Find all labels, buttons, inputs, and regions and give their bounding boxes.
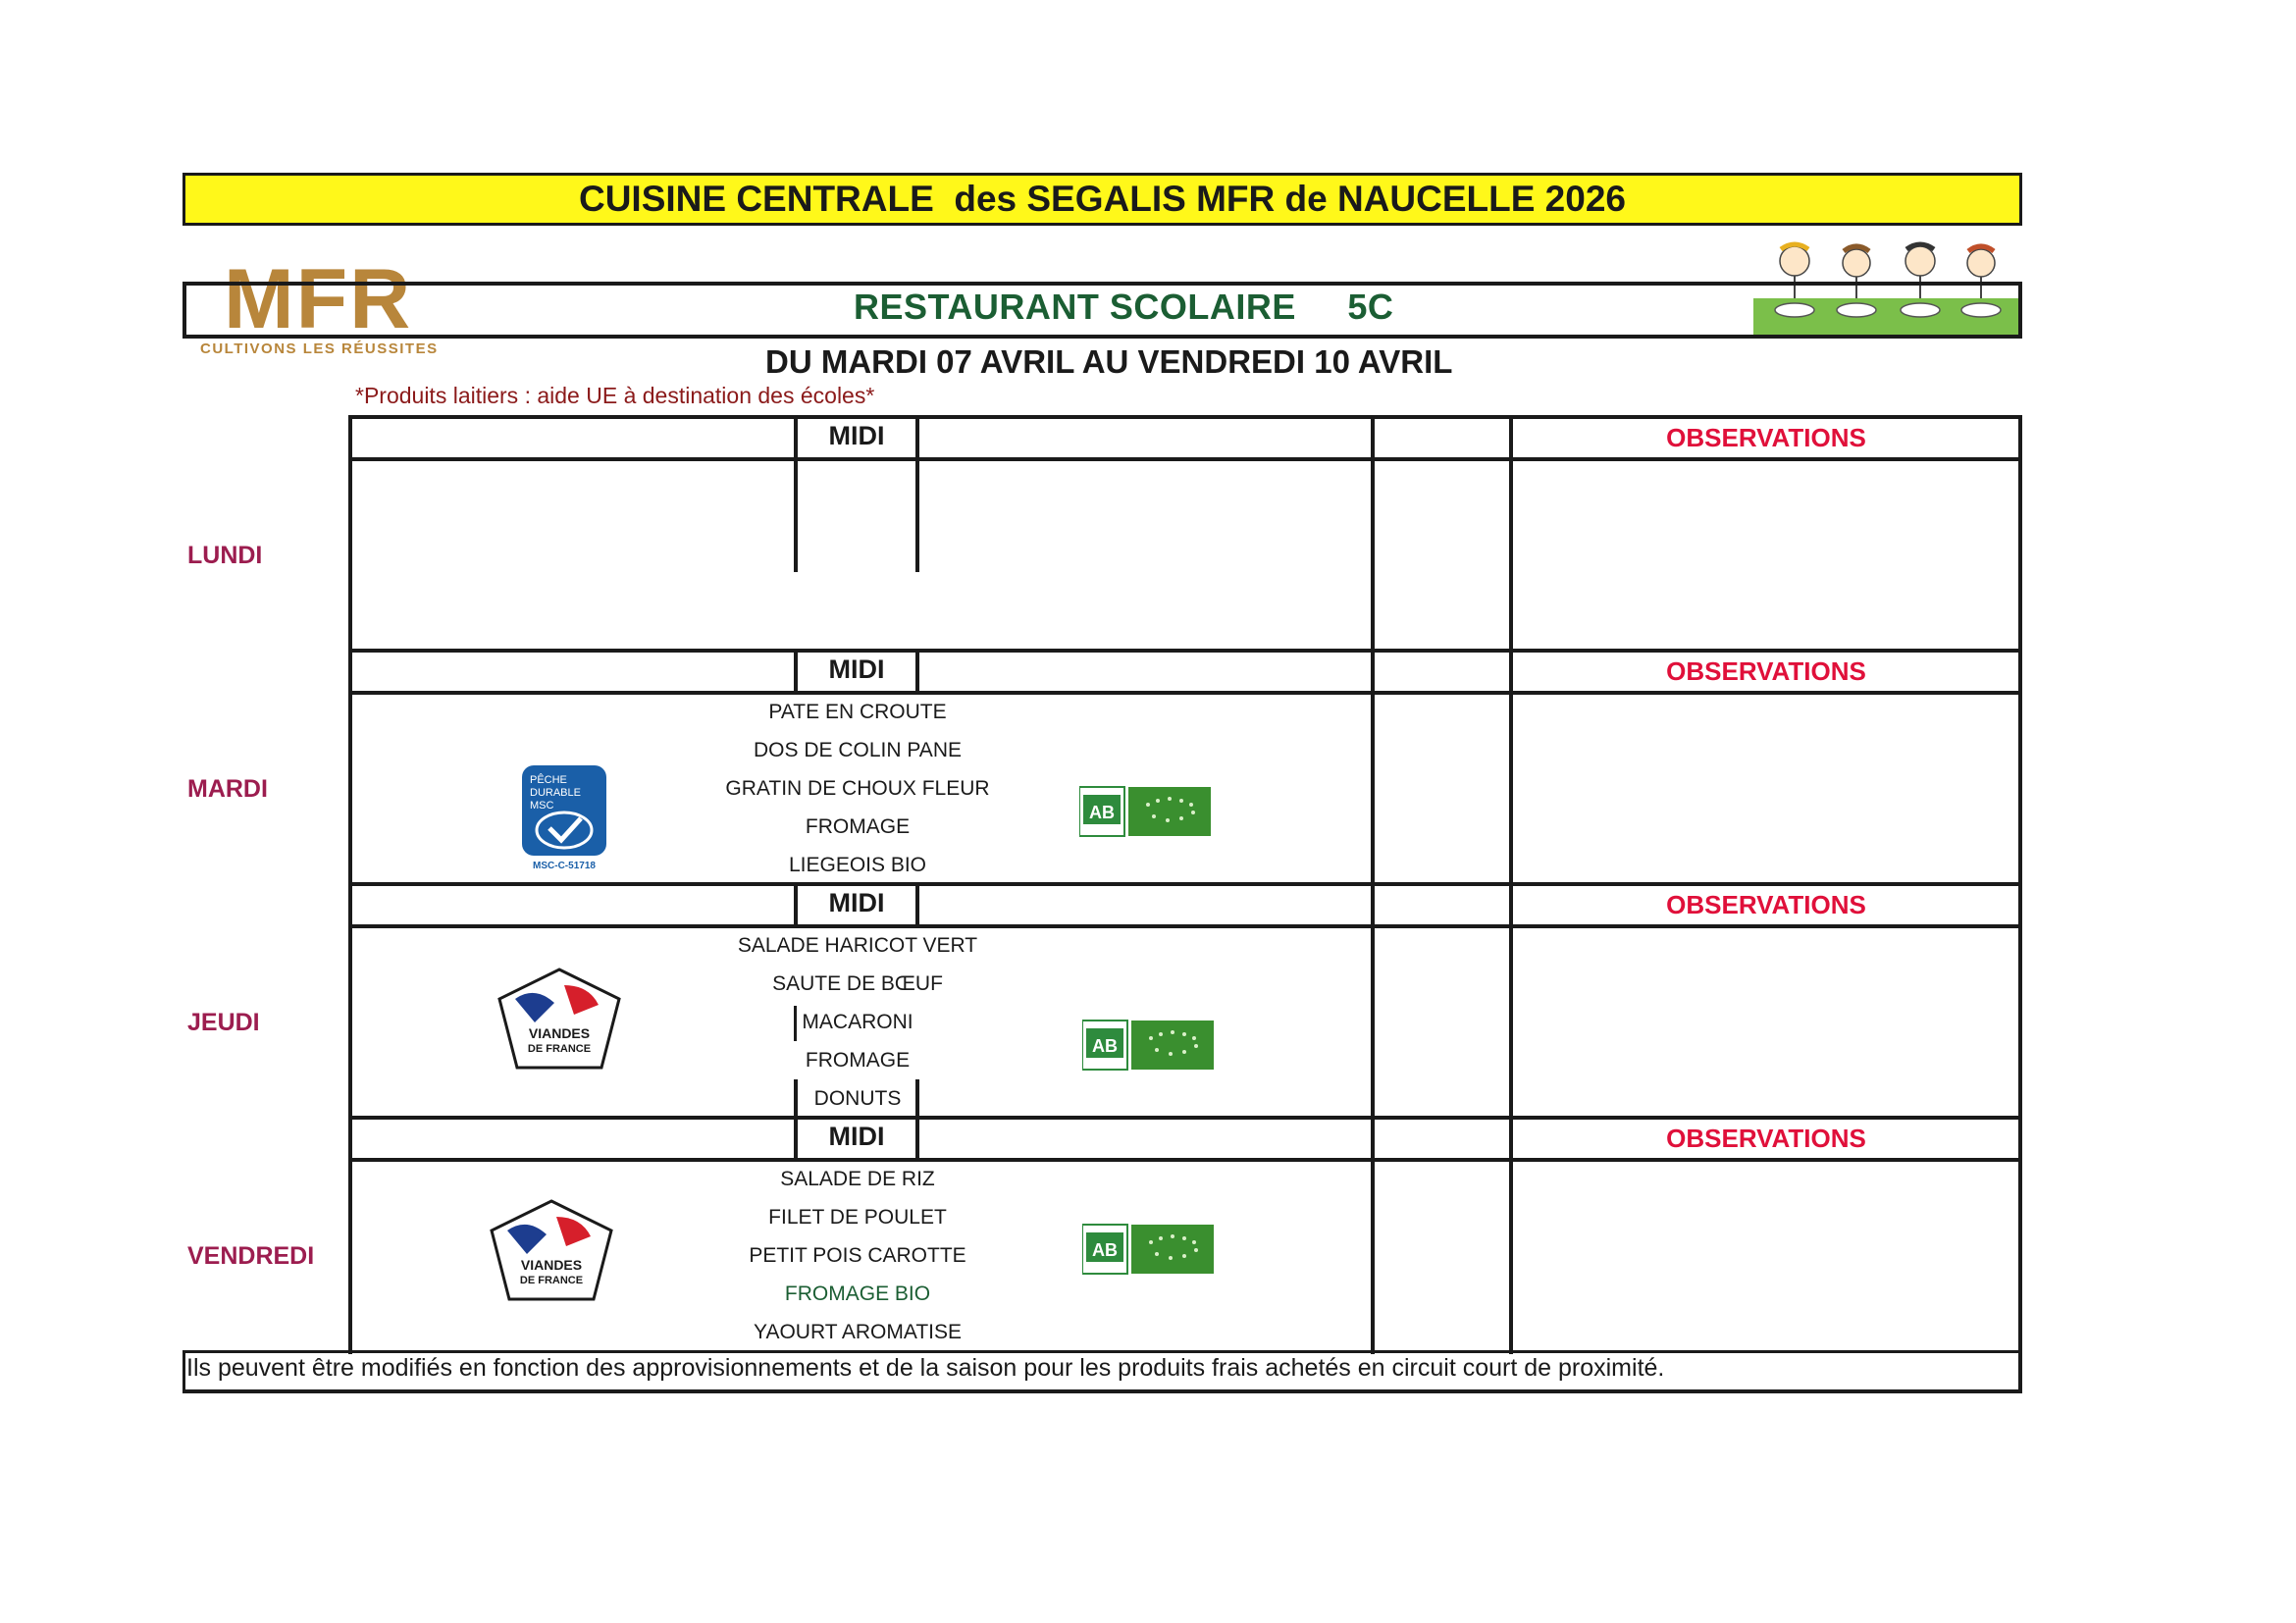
restaurant-bar-right-edge: [2018, 282, 2022, 339]
date-range: DU MARDI 07 AVRIL AU VENDREDI 10 AVRIL: [765, 343, 1453, 380]
dish-vendredi-1: SALADE DE RIZ: [780, 1168, 935, 1190]
dish-vendredi-5: YAOURT AROMATISE: [754, 1321, 962, 1343]
row-line: [348, 882, 2022, 886]
midi-label-jeudi: MIDI: [828, 888, 885, 917]
svg-text:VIANDES: VIANDES: [528, 1025, 591, 1041]
dish-jeudi-5: DONUTS: [813, 1087, 902, 1110]
footer-top-line: [183, 1350, 2022, 1353]
agriculture-biologique-icon: [1082, 1221, 1215, 1276]
row-line: [348, 415, 2022, 419]
svg-text:DURABLE: DURABLE: [530, 787, 581, 799]
row-line: [348, 1158, 2022, 1162]
viandes-de-france-icon: [496, 966, 623, 1073]
svg-text:AB: AB: [1089, 803, 1115, 822]
dish-vendredi-2: FILET DE POULET: [768, 1206, 947, 1229]
dish-jeudi-2: SAUTE DE BŒUF: [772, 972, 943, 995]
page-title: CUISINE CENTRALE des SEGALIS MFR de NAUCELLE 2026: [578, 179, 1626, 219]
dish-jeudi-3: MACARONI: [802, 1011, 913, 1033]
restaurant-title: RESTAURANT SCOLAIRE 5C: [854, 287, 1394, 327]
svg-text:MSC: MSC: [530, 800, 554, 812]
svg-text:AB: AB: [1092, 1240, 1118, 1260]
row-line: [348, 691, 2022, 695]
footer-bottom-line: [183, 1389, 2022, 1393]
dish-mardi-5: LIEGEOIS BIO: [788, 854, 927, 876]
svg-text:VIANDES: VIANDES: [520, 1257, 583, 1273]
dish-jeudi-1: SALADE HARICOT VERT: [737, 934, 978, 957]
dairy-note: *Produits laitiers : aide UE à destination des écoles*: [355, 383, 875, 408]
svg-text:DE FRANCE: DE FRANCE: [527, 1043, 592, 1055]
midi-label-vendredi: MIDI: [828, 1122, 885, 1151]
viandes-de-france-icon: [488, 1197, 615, 1305]
svg-text:MSC-C-51718: MSC-C-51718: [533, 861, 596, 871]
observations-label-lundi: OBSERVATIONS: [1666, 423, 1866, 452]
mfr-tagline: CULTIVONS LES RÉUSSITES: [200, 340, 439, 357]
dish-jeudi-4: FROMAGE: [805, 1049, 911, 1072]
msc-sustainable-fishing-icon: [520, 763, 608, 871]
day-vendredi: VENDREDI: [187, 1242, 315, 1270]
restaurant-bar-left-edge: [183, 282, 186, 339]
agriculture-biologique-icon: [1082, 1017, 1215, 1072]
svg-text:PÊCHE: PÊCHE: [530, 774, 567, 786]
day-lundi: LUNDI: [187, 542, 263, 569]
footer-left-line: [183, 1350, 185, 1393]
dish-mardi-1: PATE EN CROUTE: [768, 701, 947, 723]
day-jeudi: JEUDI: [187, 1009, 260, 1036]
midi-label-mardi: MIDI: [828, 654, 885, 684]
svg-text:AB: AB: [1092, 1036, 1118, 1056]
observations-label-mardi: OBSERVATIONS: [1666, 656, 1866, 686]
row-line: [348, 457, 2022, 461]
row-line: [348, 1116, 2022, 1120]
footer-note: Ils peuvent être modifiés en fonction des approvisionnements et de la saison pour les produits frais achetés en circuit court de proximité.: [186, 1354, 1665, 1382]
observations-label-vendredi: OBSERVATIONS: [1666, 1124, 1866, 1153]
day-mardi: MARDI: [187, 775, 268, 803]
dish-vendredi-3: PETIT POIS CAROTTE: [749, 1244, 966, 1267]
mfr-logo-text: MFR: [224, 257, 413, 336]
row-line: [348, 924, 2022, 928]
agriculture-biologique-icon: [1079, 783, 1212, 838]
observations-label-jeudi: OBSERVATIONS: [1666, 890, 1866, 919]
row-line: [348, 649, 2022, 653]
dish-vendredi-4: FROMAGE BIO: [784, 1283, 931, 1305]
midi-label-lundi: MIDI: [828, 421, 885, 450]
dish-mardi-3: GRATIN DE CHOUX FLEUR: [725, 777, 990, 800]
dish-mardi-2: DOS DE COLIN PANE: [754, 739, 962, 761]
dish-mardi-4: FROMAGE: [805, 815, 911, 838]
title-banner: [183, 173, 2022, 226]
svg-text:DE FRANCE: DE FRANCE: [519, 1275, 584, 1286]
